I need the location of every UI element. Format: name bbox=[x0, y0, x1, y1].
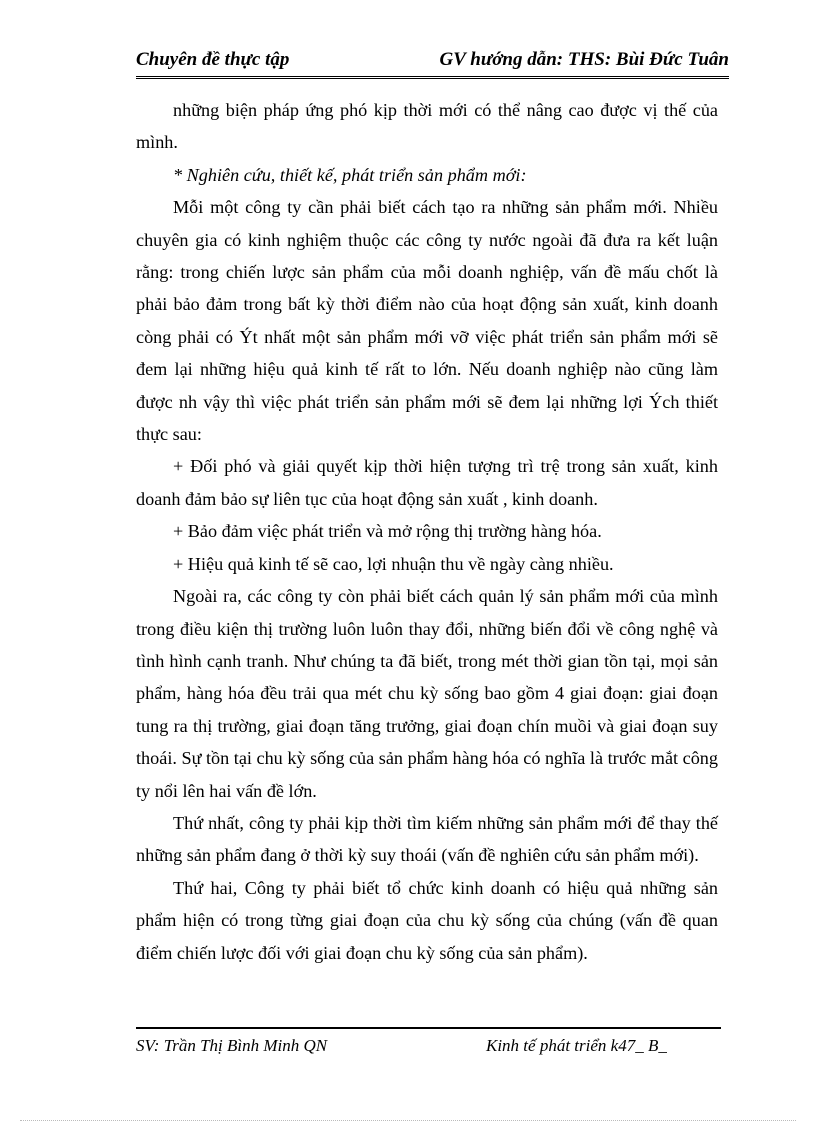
paragraph-3: Mỗi một công ty cần phải biết cách tạo ra những sản phẩm mới. Nhiều chuyên gia có kinh nghiệm thuộc các công ty nước ngoài đã đưa ra kết luận rằng: trong chiến lược sản phẩm của mỗi doanh nghiệp, vấn đề mấu chốt là phải bảo đảm trong bất kỳ thời điểm nào của hoạt động sản xuất, kinh doanh còng phải có Ýt nhất một sản phẩm mới vỡ việc phát triển sản phẩm mới sẽ đem lại những hiệu quả kinh tế rất to lớn. Nếu doanh nghiệp nào cũng làm được nh vậy thì việc phát triển sản phẩm mới sẽ đem lại những lợi Ých thiết thực sau: bbox=[136, 197, 718, 445]
paragraph-8: Thứ nhất, công ty phải kịp thời tìm kiếm những sản phẩm mới để thay thế những sản phẩm đang ở thời kỳ suy thoái (vấn đề nghiên cứu sản phẩm mới). bbox=[136, 812, 718, 866]
paragraph-7: Ngoài ra, các công ty còn phải biết cách quản lý sản phẩm mới của mình trong điều kiện thị trường luôn luôn thay đổi, những biến đổi về công nghệ và tình hình cạnh tranh. Như chúng ta đã biết, trong mét thời gian tồn tại, mọi sản phẩm, hàng hóa đều trải qua mét chu kỳ sống bao gồm 4 giai đoạn: giai đoạn tung ra thị trường, giai đoạn tăng trưởng, giai đoạn chín muồi và giai đoạn suy thoái. Sự tồn tại chu kỳ sống của sản phẩm hàng hóa có nghĩa là trước mắt công ty nổi lên hai vấn đề lớn. bbox=[136, 586, 718, 801]
section-heading: * Nghiên cứu, thiết kế, phát triển sản phẩm mới: bbox=[173, 164, 527, 185]
header-advisor: GV hướng dẫn: THS: Bùi Đức Tuân bbox=[439, 49, 729, 70]
paragraph-9: Thứ hai, Công ty phải biết tổ chức kinh doanh có hiệu quả những sản phẩm hiện có trong từng giai đoạn của chu kỳ sống của chúng (vấn đề quan điểm chiến lược đối với giai đoạn chu kỳ sống của sản phẩm). bbox=[136, 877, 718, 963]
document-body bbox=[136, 94, 718, 969]
bullet-1: + Đối phó và giải quyết kịp thời hiện tượng trì trệ trong sản xuất, kinh doanh đảm bảo sự liên tục của hoạt động sản xuất , kinh doanh. bbox=[136, 456, 718, 509]
header-title: Chuyên đề thực tập bbox=[136, 49, 290, 70]
page-header bbox=[136, 44, 729, 79]
paragraph-1: những biện pháp ứng phó kịp thời mới có thể nâng cao được vị thế của mình. bbox=[136, 100, 718, 153]
page-edge-divider bbox=[20, 1120, 796, 1121]
footer-student: SV: Trần Thị Bình Minh QN bbox=[136, 1036, 328, 1055]
footer-class: Kinh tế phát triển k47_ B_ bbox=[486, 1036, 667, 1055]
page-footer bbox=[136, 1027, 721, 1055]
bullet-2: + Bảo đảm việc phát triển và mở rộng thị trường hàng hóa. bbox=[173, 521, 602, 542]
bullet-3: + Hiệu quả kinh tế sẽ cao, lợi nhuận thu về ngày càng nhiều. bbox=[173, 553, 614, 574]
